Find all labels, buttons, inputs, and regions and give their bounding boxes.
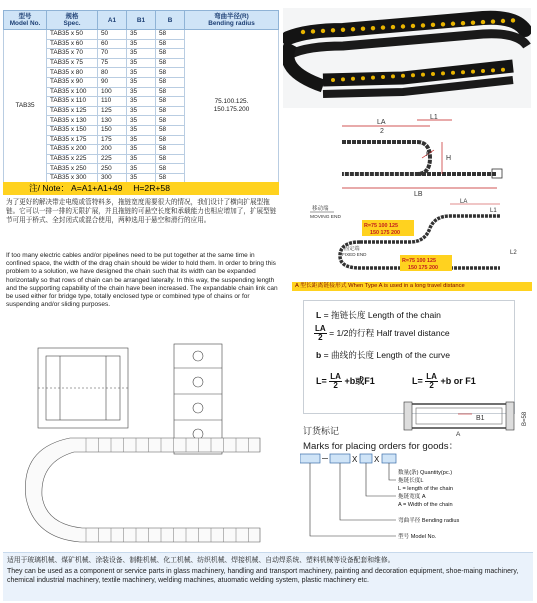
r-values-top-1: R=75 100 125 (364, 223, 399, 229)
cell-b: 58 (156, 49, 185, 59)
order-item: 弯曲半径 Bending radius (398, 518, 460, 524)
cell-a1: 90 (98, 77, 127, 87)
cell-a1: 300 (98, 173, 127, 183)
order-dimension-drawing (300, 398, 532, 438)
cell-b1: 35 (127, 135, 156, 145)
pin-dot (501, 19, 505, 23)
chain-outline-drawing (25, 438, 260, 542)
cell-b1: 35 (127, 125, 156, 135)
legend-la: $\frac{LA}{2}$ = 1/2的行程 Half travel distance (315, 324, 450, 342)
dim-l1: L1 (430, 114, 438, 121)
cell-b: 58 (156, 135, 185, 145)
note-bar (3, 182, 279, 195)
moving-end-en: MOVING END (310, 215, 341, 220)
cell-b1: 35 (127, 116, 156, 126)
legend-box (303, 300, 515, 414)
pin-dot (351, 77, 355, 81)
pin-dot (341, 77, 345, 81)
cell-b1: 35 (127, 68, 156, 78)
pin-dot (361, 27, 365, 31)
cell-b1: 35 (127, 173, 156, 183)
long-travel-caption: A 型长距离链接形式 When Type A is used in a long travel distance (292, 282, 532, 291)
cell-a1: 110 (98, 97, 127, 107)
cell-b: 58 (156, 125, 185, 135)
cell-b: 58 (156, 87, 185, 97)
cell-spec: TAB35 x 80 (47, 68, 98, 78)
pin-dot (391, 25, 395, 29)
dim-two: 2 (380, 128, 384, 135)
cell-a1: 175 (98, 135, 127, 145)
cell-a1: 60 (98, 39, 127, 49)
pin-dot (491, 68, 495, 72)
order-x-2: X (374, 455, 380, 464)
pin-dot (461, 21, 465, 25)
order-item: 型号 Model No. (398, 534, 437, 540)
cell-b: 58 (156, 173, 185, 183)
link-front-view (38, 348, 128, 428)
pin-dot (341, 28, 345, 32)
cell-b1: 35 (127, 97, 156, 107)
cell-b1: 35 (127, 30, 156, 40)
header-model: 型号 Model No. (4, 11, 47, 30)
pin-dot (441, 22, 445, 26)
cell-b1: 35 (127, 145, 156, 155)
cell-spec: TAB35 x 50 (47, 30, 98, 40)
cell-b1: 35 (127, 87, 156, 97)
pin-dot (371, 26, 375, 30)
pin-dot (451, 71, 455, 75)
mid-la: LA (460, 199, 468, 205)
note-formula-h: H=2R+58 (133, 183, 170, 193)
legend-l: L = 拖链长度 Length of the chain (316, 310, 441, 320)
pin-dot (461, 70, 465, 74)
cell-spec: TAB35 x 125 (47, 106, 98, 116)
cell-b: 58 (156, 145, 185, 155)
cell-spec: TAB35 x 70 (47, 49, 98, 59)
cell-b: 58 (156, 106, 185, 116)
dimension-drawing-top (322, 114, 518, 200)
cell-b: 58 (156, 68, 185, 78)
header-b1: B1 (127, 11, 156, 30)
pin-dot (501, 68, 505, 72)
pin-dot (491, 19, 495, 23)
cell-b: 58 (156, 116, 185, 126)
legend-formula-en: L= $\frac{LA}{2}$ +b or F1 (412, 372, 476, 390)
header-a1: A1 (98, 11, 127, 30)
order-item: 拖链宽度 A (398, 494, 426, 500)
radius-cell: 75.100.125. 150.175.200 (185, 30, 279, 184)
model-cell: TAB35 (4, 30, 47, 184)
pin-dot (411, 73, 415, 77)
fixed-end-en: FIXED END (342, 252, 367, 257)
pin-dot (381, 75, 385, 79)
cell-spec: TAB35 x 100 (47, 87, 98, 97)
order-item: L = length of the chain (398, 486, 453, 492)
header-b: B (156, 11, 185, 30)
pin-dot (391, 74, 395, 78)
order-item: 拖链长度L (398, 478, 424, 484)
cell-b: 58 (156, 30, 185, 40)
cell-spec: TAB35 x 250 (47, 164, 98, 174)
technical-drawings (10, 338, 280, 548)
cell-a1: 125 (98, 106, 127, 116)
pin-dot (301, 30, 305, 34)
r-values-bottom-1: R=75 100 125 (402, 258, 437, 264)
pin-dot (431, 23, 435, 27)
pin-dot (361, 76, 365, 80)
cell-spec: TAB35 x 150 (47, 125, 98, 135)
intro-chinese: 为了更好的解决带走电缆或管特料多，拖链宽度需要很大的情况，我们设计了横向扩展型拖链。它可以一排一排的无限扩展，并且拖链的可悬空长度和承载能力也相应增加了，扩展型链节可用于桥式、全封闭式或混合使用，两种选用于悬空和滑行的应用。 (6, 199, 277, 224)
cell-a1: 225 (98, 154, 127, 164)
cell-b1: 35 (127, 154, 156, 164)
cell-b: 58 (156, 154, 185, 164)
r-values-bottom-2: 150 175 200 (408, 265, 438, 271)
mid-l2: L2 (510, 250, 517, 256)
cell-b: 58 (156, 58, 185, 68)
pin-dot (401, 24, 405, 28)
pin-dot (321, 29, 325, 33)
cell-b: 58 (156, 39, 185, 49)
pin-dot (421, 23, 425, 27)
applications-en: They can be used as a component or service parts in glass machinery, handling and transport machinery, painting and decoration equipment, shoe-maing machinery, chemical industrial machinery, textile machinery, welding machines, atuomatic welding system, plastic machinery etc. (7, 568, 519, 585)
cell-spec: TAB35 x 75 (47, 58, 98, 68)
applications-panel (3, 552, 533, 601)
cell-a1: 50 (98, 30, 127, 40)
cell-a1: 200 (98, 145, 127, 155)
order-dim-b: B=58 (522, 411, 528, 426)
order-x-1: X (352, 455, 358, 464)
cell-a1: 250 (98, 164, 127, 174)
order-code-diagram (300, 452, 532, 548)
pin-dot (481, 69, 485, 73)
pin-dot (481, 20, 485, 24)
order-item-list (398, 468, 459, 540)
order-dim-a: A (456, 431, 461, 438)
order-item: 数量(条) Quantity(pc.) (398, 470, 453, 476)
dim-h: H (446, 155, 452, 162)
cell-spec: TAB35 x 60 (47, 39, 98, 49)
moving-end-cn: 移动端 (312, 206, 329, 212)
order-title-cn: 订货标记 (303, 426, 340, 436)
cell-b: 58 (156, 164, 185, 174)
spec-table (3, 10, 279, 184)
header-spec: 规格 Spec. (47, 11, 98, 30)
spec-table-body (4, 30, 279, 184)
intro-english: If too many electric cables and/or pipelines need to be put together at the same time in confined space, the width of the drag chain should be wider to hold them. In order to bring this problem to a solution, we have designed the chain such that its width can be expanded horizontally so that rows of chain can be arranged laterally. In this way, the suspending length and the supporting capability of the chain have been increased. The expandable chain link can be used either for bridge type, totally enclosed type or combined type of chains or for suspending and/or sliding purposes. (6, 252, 278, 309)
pin-dot (351, 27, 355, 31)
note-formula-a: A=A1+A1+49 (71, 183, 123, 193)
pin-dot (471, 20, 475, 24)
table-row (4, 30, 279, 40)
cell-b: 58 (156, 77, 185, 87)
cell-b: 58 (156, 97, 185, 107)
cell-spec: TAB35 x 175 (47, 135, 98, 145)
header-radius: 弯曲半径(R) Bending radius (185, 11, 279, 30)
cell-b1: 35 (127, 49, 156, 59)
cell-spec: TAB35 x 110 (47, 97, 98, 107)
cell-a1: 70 (98, 49, 127, 59)
cell-spec: TAB35 x 225 (47, 154, 98, 164)
order-leader-lines (310, 463, 396, 536)
note-label: 注/ Note： (29, 183, 70, 193)
r-values-top-2: 150 175 200 (370, 230, 400, 236)
cell-spec: TAB35 x 200 (47, 145, 98, 155)
pin-dot (331, 28, 335, 32)
cell-spec: TAB35 x 90 (47, 77, 98, 87)
pin-dot (471, 70, 475, 74)
cell-a1: 80 (98, 68, 127, 78)
dimension-drawing-long-travel (300, 198, 534, 282)
pin-dot (451, 22, 455, 26)
order-title-en: Marks for placing orders for goods： (303, 441, 459, 452)
cell-a1: 75 (98, 58, 127, 68)
outline-links (86, 438, 249, 542)
order-dim-b1: B1 (476, 415, 485, 422)
pin-dot (331, 78, 335, 82)
order-item: A = Width of the chain (398, 502, 453, 508)
cell-spec: TAB35 x 130 (47, 116, 98, 126)
pin-dot (421, 73, 425, 77)
pin-dot (371, 76, 375, 80)
cell-b1: 35 (127, 58, 156, 68)
pin-dot (381, 25, 385, 29)
link-side-view (174, 344, 222, 454)
mid-l1: L1 (490, 208, 497, 214)
chain-photo (283, 8, 531, 108)
pin-dot (311, 29, 315, 33)
cell-b1: 35 (127, 106, 156, 116)
dim-r: R (426, 152, 431, 158)
dim-la: LA (377, 119, 386, 126)
fixed-end-cn: 固定端 (344, 246, 360, 252)
dim-lb: LB (414, 191, 423, 198)
pin-dot (511, 18, 515, 22)
pin-dot (401, 74, 405, 78)
cell-a1: 130 (98, 116, 127, 126)
cell-b1: 35 (127, 164, 156, 174)
cell-a1: 150 (98, 125, 127, 135)
pin-dot (411, 24, 415, 28)
cell-b1: 35 (127, 77, 156, 87)
cell-spec: TAB35 x 300 (47, 173, 98, 183)
pin-dot (441, 71, 445, 75)
cell-a1: 100 (98, 87, 127, 97)
legend-formula-cn: L= $\frac{LA}{2}$ +b或F1 (316, 372, 375, 390)
applications-cn: 适用于玻璃机械、煤矿机械、涂装设备、制鞋机械、化工机械、纺织机械、焊接机械、自动焊系统、塑料机械等设备配套和维修。 (7, 557, 395, 564)
cell-b1: 35 (127, 39, 156, 49)
la-fraction: $\frac{LA}{2}$ (315, 324, 326, 342)
legend-b: b = 曲线的长度 Length of the curve (316, 350, 450, 360)
pin-dot (431, 72, 435, 76)
